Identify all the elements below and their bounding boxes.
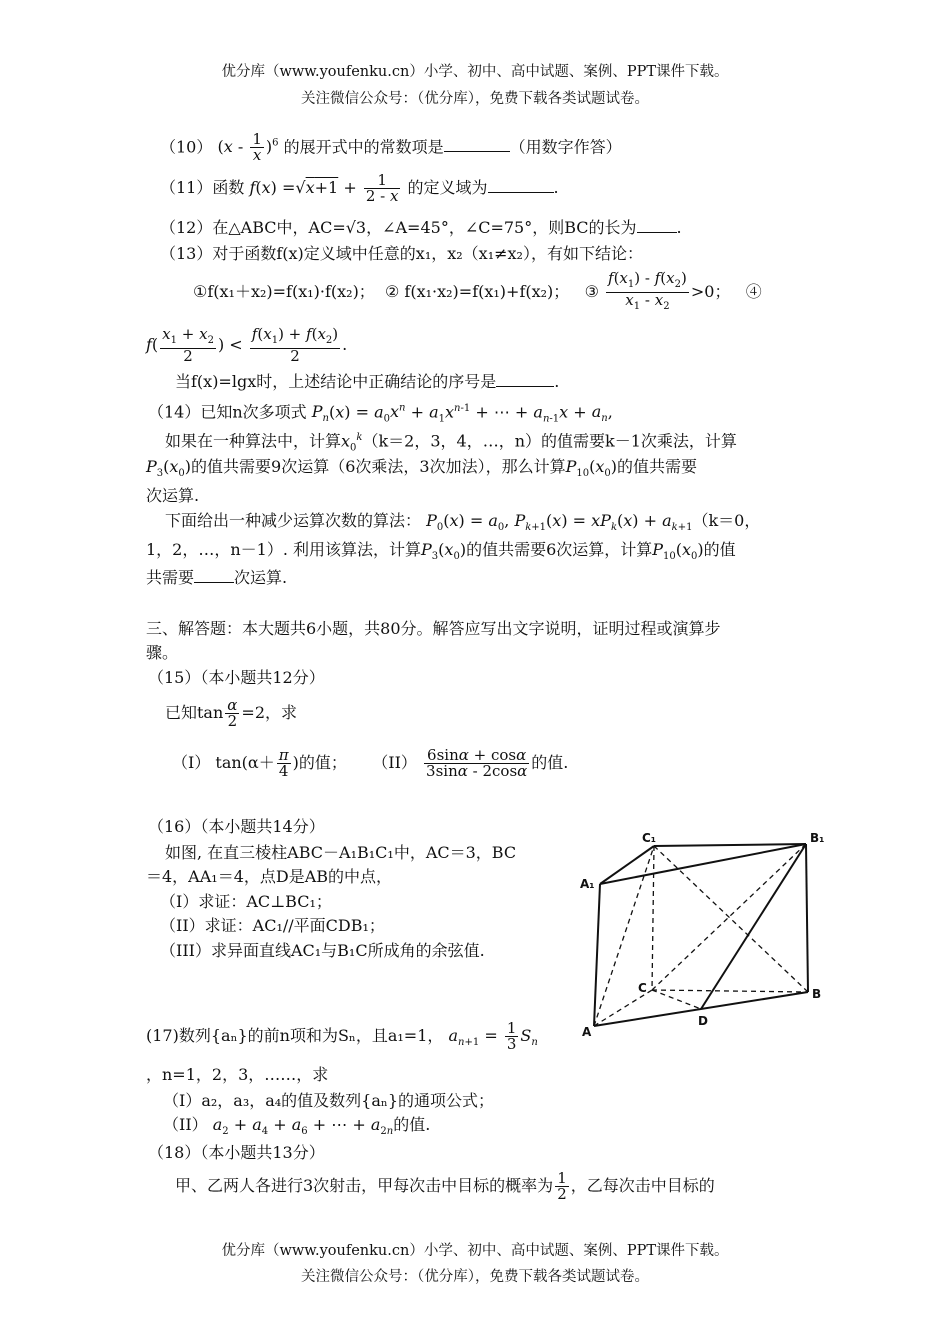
q10-note: （用数字作答） (509, 137, 622, 157)
label-a1: A₁ (580, 877, 595, 891)
q17-line-1: (17)数列{aₙ}的前n项和为Sₙ，且a₁=1， $a_{n+1}$ = $\frac{1}{3}$ $S_n$ (146, 1019, 538, 1053)
q13-c2: ② f(x₁·x₂)=f(x₁)+f(x₂)； (384, 282, 570, 301)
q15-parts: （I） tan(α＋ $\frac{\pi}{4}$ )的值； （II） $\frac{6\sin\alpha + \cos\alpha}{3\sin\alpha - 2\cos\alpha}$ 的值. (172, 746, 569, 780)
q13-conclusions (193, 270, 762, 314)
segment-c-d-hidden (652, 990, 701, 1009)
edge-c1-c-hidden (652, 846, 654, 990)
q16-part-2: （II）求证：AC₁//平面CDB₁； (160, 916, 385, 935)
q13-c3-fraction: $\frac{f(x_1) - f(x_2)}{x_1 - x_2}$ (608, 269, 687, 312)
section-3-line-2: 骤。 (146, 643, 179, 662)
label-c1: C₁ (642, 831, 657, 845)
q13-blank (496, 371, 554, 387)
prism-figure (572, 826, 838, 1040)
q15-part-2-a: （II） (372, 753, 417, 772)
q16-line-1: 如图, 在直三棱柱ABC－A₁B₁C₁中，AC＝3，BC (165, 843, 517, 862)
q15-given: 已知tan $\frac{\alpha}{2}$ =2，求 (165, 696, 298, 730)
q14-line-2: 如果在一种算法中，计算$x_0^k(k=2$，3，4，…，n）的值需要k－1次乘法，计算 (165, 431, 737, 454)
q13-c4: ④ (745, 282, 762, 301)
q14-l2b: （k＝2，3，4，…，n）的值需要k－1次乘法，计算 (362, 431, 737, 451)
q14-blank (194, 567, 234, 583)
edge-a1-b1 (600, 844, 806, 884)
label-a: A (582, 1025, 592, 1039)
q14-line-6: 1，2，…，n－1）. 利用该算法，计算$P_3(x_0)$的值共需要6次运算，计算$P_{10}(x_0)$的值 (146, 540, 736, 563)
label-d: D (698, 1014, 708, 1028)
q11-number: （11）函数 (160, 178, 245, 197)
q14-l6c: 的值 (703, 540, 736, 559)
q14-l5a: 下面给出一种减少运算次数的算法： (165, 511, 422, 530)
q15-part-1-a: （I） tan(α＋ (172, 753, 275, 772)
label-b: B (812, 987, 822, 1001)
q13-intro: （13）对于函数f(x)定义域中任意的x₁，x₂（x₁≠x₂），有如下结论： (160, 244, 643, 263)
footer-line-1: 优分库（www.youfenku.cn）小学、初中、高中试题、案例、PPT课件下载。 (221, 1243, 729, 1259)
q14-l7a: 共需要 (146, 568, 195, 587)
q17-part-2: （II） $a_2 + a_4 + a_6$ + ⋯ + $a_{2n}$的值. (163, 1115, 431, 1138)
question-12: （12）在△ABC中，AC=√3，∠A=45°，∠C=75°，则BC的长为 . (160, 218, 682, 237)
label-c: C (638, 981, 647, 995)
q18-l1b: ，乙每次击中目标的 (570, 1176, 715, 1195)
q11-blank (488, 177, 554, 193)
q18-l1a: 甲、乙两人各进行3次射击，甲每次击中目标的概率为 (175, 1176, 554, 1195)
edge-c-b-hidden (652, 990, 808, 992)
q13-tail: 当f(x)=lgx时，上述结论中正确结论的序号是 . (175, 372, 560, 391)
question-10 (160, 124, 622, 164)
edge-c1-b1 (654, 844, 806, 846)
q15-part-2-b: 的值. (531, 753, 569, 772)
q13-c1: ①f(x₁＋x₂)=f(x₁)·f(x₂)； (193, 282, 375, 301)
q13-c4-expression: f( $\frac{x_1 + x_2}{2}$ ) < $\frac{f(x_1) + f(x_2)}{2}$ . (146, 325, 348, 365)
q14-l3a: 的值共需要9次运算（6次乘法，3次加法），那么计算 (191, 457, 566, 476)
q14-line-5: 下面给出一种减少运算次数的算法： $P_0(x) = a_0$, $P_{k+1}(x) = xP_k(x) + a_{k+1}(k=0$， (165, 511, 761, 534)
header-line-2: 关注微信公众号：（优分库），免费下载各类试题试卷。 (301, 91, 649, 107)
q16-line-2: ＝4，AA₁＝4，点D是AB的中点， (146, 867, 393, 886)
q15-given-b: =2，求 (241, 703, 298, 722)
q10-text: 的展开式中的常数项是 (283, 137, 444, 157)
q13-tail-text: 当f(x)=lgx时，上述结论中正确结论的序号是 (175, 372, 497, 391)
q17-line-2: ，n=1，2，3，……，求 (146, 1065, 329, 1084)
q16-part-3: （III）求异面直线AC₁与B₁C所成角的余弦值. (160, 941, 485, 960)
q14-l2a: 如果在一种算法中，计算 (165, 431, 342, 451)
q14-line-3: $P_3(x_0)$的值共需要9次运算（6次乘法，3次加法），那么计算$P_{10}(x_0)$的值共需要 (146, 457, 698, 480)
q14-l5b: （k＝0， (692, 511, 761, 530)
q16-heading: （16）（本小题共14分） (148, 817, 325, 836)
q14-intro: （14）已知n次多项式 (148, 402, 307, 422)
q12-blank (637, 217, 677, 233)
edge-b1-b (806, 844, 808, 992)
q11-expression: f(x) =√x+1 + $\frac{1}{2 - x}$ (249, 171, 399, 205)
edge-a1-a (594, 884, 600, 1026)
q11-text: 的定义域为 (407, 178, 488, 197)
q15-part-1-b: )的值； (292, 753, 347, 772)
label-b1: B₁ (810, 831, 825, 845)
q14-l6b: 的值共需要6次运算，计算 (466, 540, 653, 559)
q17-part-1: （I）a₂，a₃，a₄的值及数列{aₙ}的通项公式； (163, 1091, 495, 1110)
q12-text: （12）在△ABC中，AC=√3，∠A=45°，∠C=75°，则BC的长为 (160, 218, 637, 237)
q17-l1a: (17)数列{aₙ}的前n项和为Sₙ，且a₁=1， (146, 1026, 444, 1045)
q10-expression: (x - $\frac{1}{x}$ )$^6$ (217, 130, 279, 165)
q16-part-1: （I）求证：AC⊥BC₁； (160, 892, 332, 911)
footer-line-2: 关注微信公众号：（优分库），免费下载各类试题试卷。 (301, 1269, 649, 1285)
q18-heading: （18）（本小题共13分） (148, 1143, 325, 1162)
segment-c1-b-hidden (654, 846, 808, 992)
segment-d-b1 (701, 844, 806, 1009)
q14-line-1: （14）已知n次多项式 $P_n(x) = a_0x^n + a_1x^{n-1}$ + ⋯ + $a_{n-1}x + a_n$, (148, 402, 613, 425)
q10-number: （10） (160, 137, 213, 157)
question-11: （11）函数 f(x) =√x+1 + $\frac{1}{2 - x}$ 的定义域为 . (160, 171, 559, 205)
q18-line-1: 甲、乙两人各进行3次射击，甲每次击中目标的概率为 $\frac{1}{2}$ ，乙每次击中目标的 (175, 1169, 715, 1203)
segment-a-c1-hidden (594, 846, 654, 1026)
q17-p2b: 的值. (393, 1115, 431, 1134)
q15-heading: （15）（本小题共12分） (148, 668, 325, 687)
q14-l7b: 次运算. (234, 568, 288, 587)
q14-l6a: 1，2，…，n－1）. 利用该算法，计算 (146, 540, 422, 559)
q14-l3b: 的值共需要 (617, 457, 698, 476)
q14-line-7 (146, 567, 287, 589)
q13-c3: ③ (584, 282, 599, 301)
section-3-line-1: 三、解答题：本大题共6小题，共80分。解答应写出文字说明，证明过程或演算步 (146, 619, 721, 638)
header-line-1: 优分库（www.youfenku.cn）小学、初中、高中试题、案例、PPT课件下载。 (221, 64, 729, 80)
q14-line-4: 次运算. (146, 486, 200, 505)
q15-given-a: 已知tan (165, 703, 224, 722)
q17-p2a: （II） (163, 1115, 208, 1134)
q10-blank (444, 136, 510, 152)
q13-c3-tail: >0； (690, 282, 731, 301)
